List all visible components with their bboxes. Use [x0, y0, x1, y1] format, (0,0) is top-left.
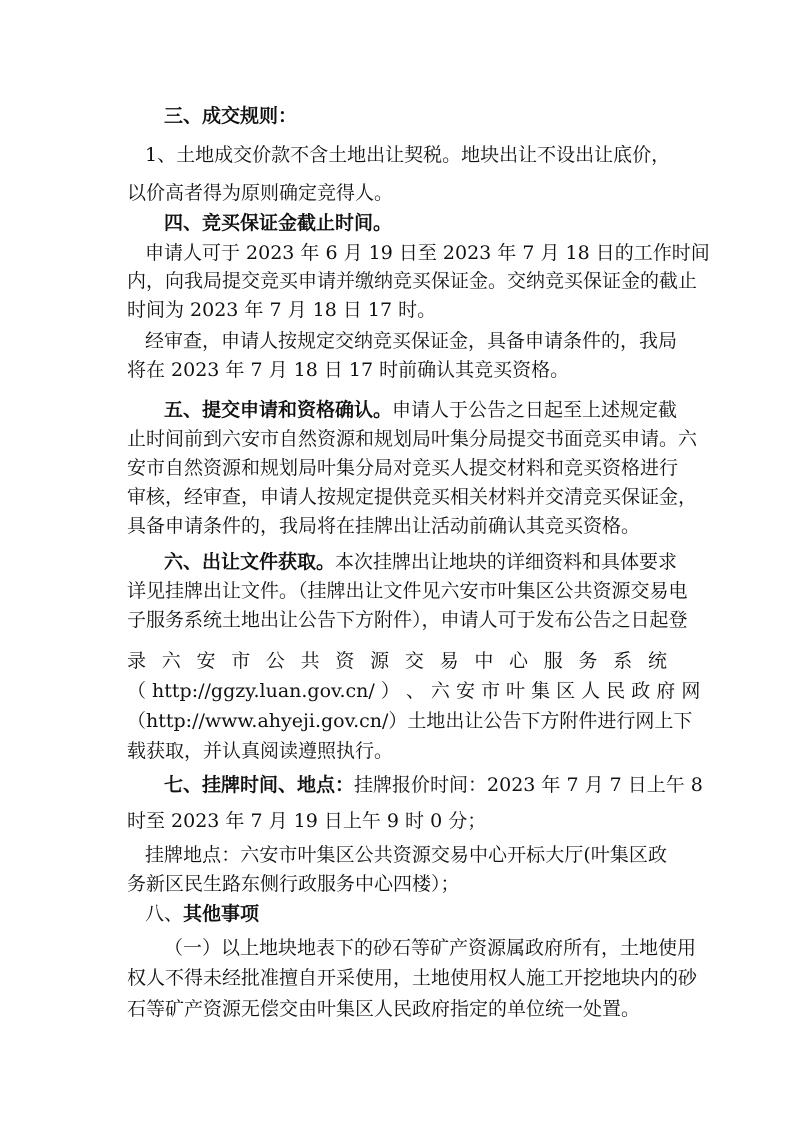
heading-text: 四、竞买保证金截止时间。: [164, 212, 393, 234]
heading-deposit-deadline: [164, 210, 667, 236]
heading-submit-application: 五、提交申请和资格确认。: [164, 399, 393, 421]
paragraph-line: [127, 426, 698, 452]
line-text: 权人不得未经批准擅自开采使用，土地使用权人施工开挖地块内的砂: [127, 967, 698, 989]
line-text: 将在 2023 年 7 月 18 日 17 时前确认其竞买资格。: [127, 359, 570, 381]
line-text: 载获取，并认真阅读遵照执行。: [127, 740, 394, 762]
line-text: 以价高者得为原则确定竞得人。: [127, 182, 394, 204]
paragraph-line: [127, 297, 667, 323]
heading-listing-time-place: 七、挂牌时间、地点：: [164, 774, 355, 796]
paragraph-line: [145, 142, 671, 168]
line-text: 子服务系统土地出让公告下方附件），申请人可于发布公告之日起登: [127, 609, 688, 631]
paragraph-line: [127, 513, 667, 539]
paragraph-line: [164, 549, 678, 575]
line-text: 审核，经审查，申请人按规定提供竞买相关材料并交清竞买保证金，: [127, 486, 698, 508]
line-text: 申请人于公告之日起至上述规定截: [392, 399, 678, 421]
line-text: 安市自然资源和规划局叶集分局对竞买人提交材料和竞买资格进行: [127, 457, 679, 479]
paragraph-line: [127, 808, 667, 834]
heading-text: 三、成交规则：: [164, 105, 298, 127]
paragraph-line: [127, 484, 698, 510]
line-text: （http://www.ahyeji.gov.cn/）土地出让公告下方附件进行网上下: [127, 710, 693, 732]
paragraph-line: [127, 180, 667, 206]
paragraph-line: [127, 268, 698, 294]
line-text: 止时间前到六安市自然资源和规划局叶集分局提交书面竞买申请。六: [127, 428, 698, 450]
paragraph-line: [127, 965, 698, 991]
line-text: 1、土地成交价款不含土地出让契税。地块出让不设出让底价，: [145, 144, 671, 166]
heading-transaction-rules: [164, 103, 667, 129]
line-text: 申请人可于 2023 年 6 月 19 日至 2023 年 7 月 18 日的工作时间: [145, 242, 710, 264]
line-text: 挂牌地点：六安市叶集区公共资源交易中心开标大厅(叶集区政: [145, 844, 667, 866]
heading-document-acquisition: 六、出让文件获取。: [164, 551, 336, 573]
heading-text: 其他事项: [183, 903, 260, 925]
line-text: 内，向我局提交竞买申请并缴纳竞买保证金。交纳竞买保证金的截止: [127, 270, 698, 292]
paragraph-line: [127, 996, 667, 1022]
line-text: 详见挂牌出让文件。（挂牌出让文件见六安市叶集区公共资源交易电: [127, 580, 688, 602]
line-text: 时间为 2023 年 7 月 18 日 17 时。: [127, 299, 437, 321]
heading-number: 八、: [145, 903, 184, 925]
paragraph-line: [145, 842, 667, 868]
paragraph-line: [164, 397, 678, 423]
paragraph-line: [164, 935, 697, 961]
line-text: 本次挂牌出让地块的详细资料和具体要求: [335, 551, 678, 573]
line-text: 挂牌报价时间：2023 年 7 月 7 日上午 8: [354, 774, 703, 796]
line-text: 录 六 安 市 公 共 资 源 交 易 中 心 服 务 系 统: [127, 650, 667, 672]
heading-other-matters: [145, 901, 667, 927]
paragraph-line: [127, 678, 701, 704]
line-text: 务新区民生路东侧行政服务中心四楼）；: [127, 873, 460, 895]
paragraph-line: [127, 738, 667, 764]
paragraph-line: [145, 328, 678, 354]
line-text: 具备申请条件的，我局将在挂牌出让活动前确认其竞买资格。: [127, 515, 641, 537]
paragraph-line: [127, 455, 679, 481]
paragraph-line: [145, 240, 710, 266]
line-text: 时至 2023 年 7 月 19 日上午 9 时 0 分；: [127, 810, 487, 832]
paragraph-line: [127, 871, 667, 897]
paragraph-line: [127, 357, 667, 383]
line-text: （ http://ggzy.luan.gov.cn/ ） 、 六 安 市 叶 集 区 人 民 政 府 网: [127, 680, 701, 702]
line-text: （一）以上地块地表下的砂石等矿产资源属政府所有，土地使用: [164, 937, 697, 959]
line-text: 石等矿产资源无偿交由叶集区人民政府指定的单位统一处置。: [127, 998, 641, 1020]
paragraph-line: [127, 607, 688, 633]
paragraph-line: [127, 708, 693, 734]
paragraph-line: [164, 772, 703, 798]
line-text: 经审查，申请人按规定交纳竞买保证金，具备申请条件的，我局: [145, 330, 678, 352]
paragraph-line: [127, 648, 667, 674]
paragraph-line: [127, 578, 688, 604]
